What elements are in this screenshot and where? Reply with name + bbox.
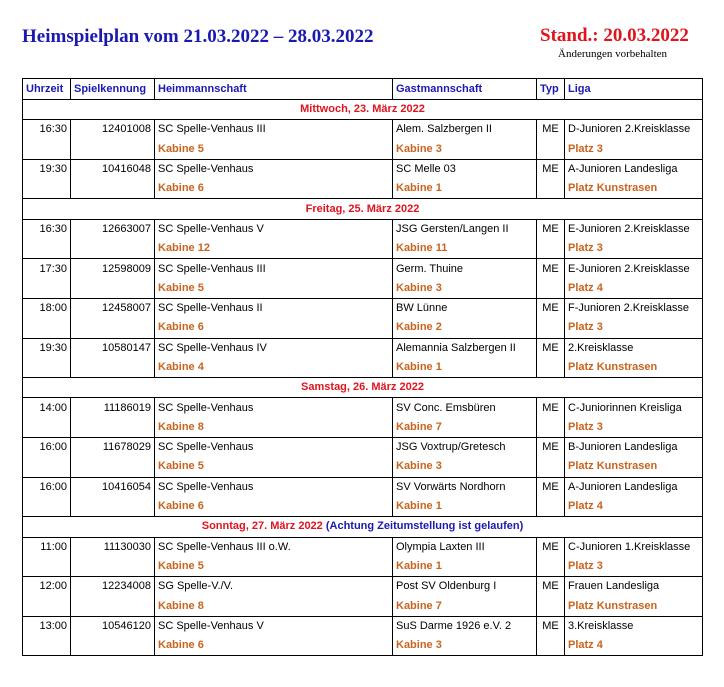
pitch: Platz 3: [565, 140, 703, 160]
empty-cell: [23, 279, 71, 299]
guest-cabin: Kabine 7: [393, 418, 537, 438]
empty-cell: [537, 279, 565, 299]
game-id: 11186019: [71, 398, 155, 418]
game-time: 16:00: [23, 438, 71, 458]
guest-team: BW Lünne: [393, 298, 537, 318]
game-info-row: [23, 418, 703, 438]
game-info-row: [23, 457, 703, 477]
game-time: 11:00: [23, 537, 71, 557]
game-row: [23, 616, 703, 636]
home-cabin: Kabine 5: [155, 140, 393, 160]
game-row: [23, 438, 703, 458]
day-header-row: [23, 100, 703, 120]
guest-cabin: Kabine 3: [393, 636, 537, 656]
pitch: Platz Kunstrasen: [565, 358, 703, 378]
pitch: Platz 3: [565, 318, 703, 338]
stand-date: Stand.: 20.03.2022: [540, 25, 689, 46]
home-cabin: Kabine 8: [155, 596, 393, 616]
empty-cell: [71, 418, 155, 438]
game-id: 11130030: [71, 537, 155, 557]
game-type: ME: [537, 398, 565, 418]
home-team: SC Spelle-Venhaus V: [155, 616, 393, 636]
game-info-row: [23, 140, 703, 160]
guest-cabin: Kabine 2: [393, 318, 537, 338]
column-header-league: Liga: [565, 79, 703, 100]
guest-cabin: Kabine 1: [393, 358, 537, 378]
day-header-row: [23, 378, 703, 398]
day-header-cell: [23, 378, 703, 398]
column-header-time: Uhrzeit: [23, 79, 71, 100]
game-type: ME: [537, 159, 565, 179]
empty-cell: [71, 179, 155, 199]
home-team: SC Spelle-Venhaus III o.W.: [155, 537, 393, 557]
game-league: Frauen Landesliga: [565, 577, 703, 597]
game-id: 12458007: [71, 298, 155, 318]
guest-team: SC Melle 03: [393, 159, 537, 179]
home-cabin: Kabine 5: [155, 457, 393, 477]
home-team: SC Spelle-Venhaus III: [155, 259, 393, 279]
game-type: ME: [537, 120, 565, 140]
schedule-table: [22, 78, 703, 656]
game-id: 10416054: [71, 477, 155, 497]
empty-cell: [71, 318, 155, 338]
empty-cell: [71, 596, 155, 616]
game-league: A-Junioren Landesliga: [565, 477, 703, 497]
page-title: Heimspielplan vom 21.03.2022 – 28.03.2022: [22, 26, 374, 47]
home-cabin: Kabine 8: [155, 418, 393, 438]
game-league: 2.Kreisklasse: [565, 338, 703, 358]
empty-cell: [537, 358, 565, 378]
column-header-guest: Gastmannschaft: [393, 79, 537, 100]
day-label: Freitag, 25. März 2022: [305, 202, 420, 215]
guest-team: SuS Darme 1926 e.V. 2: [393, 616, 537, 636]
home-team: SC Spelle-Venhaus II: [155, 298, 393, 318]
guest-team: Olympia Laxten III: [393, 537, 537, 557]
game-type: ME: [537, 219, 565, 239]
empty-cell: [23, 457, 71, 477]
day-label: Samstag, 26. März 2022: [301, 381, 424, 394]
pitch: Platz 3: [565, 557, 703, 577]
empty-cell: [537, 418, 565, 438]
game-row: [23, 298, 703, 318]
day-hint: (Achtung Zeitumstellung ist gelaufen): [325, 520, 524, 533]
guest-team: Alem. Salzbergen II: [393, 120, 537, 140]
home-cabin: Kabine 6: [155, 636, 393, 656]
day-label: Sonntag, 27. März 2022: [201, 520, 323, 533]
home-cabin: Kabine 6: [155, 318, 393, 338]
empty-cell: [23, 140, 71, 160]
guest-team: SV Conc. Emsbüren: [393, 398, 537, 418]
game-league: E-Junioren 2.Kreisklasse: [565, 259, 703, 279]
home-cabin: Kabine 12: [155, 239, 393, 259]
empty-cell: [71, 358, 155, 378]
guest-team: Alemannia Salzbergen II: [393, 338, 537, 358]
home-cabin: Kabine 5: [155, 557, 393, 577]
empty-cell: [23, 318, 71, 338]
game-info-row: [23, 497, 703, 517]
game-info-row: [23, 358, 703, 378]
empty-cell: [23, 179, 71, 199]
game-id: 10416048: [71, 159, 155, 179]
game-row: [23, 577, 703, 597]
game-time: 13:00: [23, 616, 71, 636]
empty-cell: [537, 457, 565, 477]
empty-cell: [23, 239, 71, 259]
home-cabin: Kabine 6: [155, 497, 393, 517]
empty-cell: [537, 140, 565, 160]
home-team: SC Spelle-Venhaus: [155, 477, 393, 497]
pitch: Platz 4: [565, 497, 703, 517]
game-time: 16:00: [23, 477, 71, 497]
game-id: 12598009: [71, 259, 155, 279]
game-time: 19:30: [23, 159, 71, 179]
guest-cabin: Kabine 3: [393, 457, 537, 477]
home-team: SC Spelle-Venhaus: [155, 438, 393, 458]
game-info-row: [23, 239, 703, 259]
game-time: 12:00: [23, 577, 71, 597]
guest-cabin: Kabine 3: [393, 140, 537, 160]
home-team: SC Spelle-Venhaus: [155, 398, 393, 418]
column-header-type: Typ: [537, 79, 565, 100]
empty-cell: [23, 636, 71, 656]
empty-cell: [71, 557, 155, 577]
guest-cabin: Kabine 11: [393, 239, 537, 259]
game-type: ME: [537, 537, 565, 557]
game-row: [23, 477, 703, 497]
pitch: Platz Kunstrasen: [565, 596, 703, 616]
game-type: ME: [537, 477, 565, 497]
empty-cell: [71, 497, 155, 517]
empty-cell: [23, 358, 71, 378]
home-cabin: Kabine 6: [155, 179, 393, 199]
guest-team: SV Vorwärts Nordhorn: [393, 477, 537, 497]
empty-cell: [537, 636, 565, 656]
game-type: ME: [537, 298, 565, 318]
game-info-row: [23, 557, 703, 577]
game-id: 10546120: [71, 616, 155, 636]
day-header-row: [23, 199, 703, 219]
game-id: 10580147: [71, 338, 155, 358]
game-type: ME: [537, 259, 565, 279]
game-info-row: [23, 179, 703, 199]
empty-cell: [537, 239, 565, 259]
home-team: SG Spelle-V./V.: [155, 577, 393, 597]
table-header-row: [23, 79, 703, 100]
game-info-row: [23, 596, 703, 616]
game-league: C-Juniorinnen Kreisliga: [565, 398, 703, 418]
empty-cell: [23, 596, 71, 616]
pitch: Platz 4: [565, 279, 703, 299]
home-team: SC Spelle-Venhaus III: [155, 120, 393, 140]
game-time: 16:30: [23, 219, 71, 239]
game-row: [23, 219, 703, 239]
pitch: Platz 3: [565, 418, 703, 438]
game-league: A-Junioren Landesliga: [565, 159, 703, 179]
empty-cell: [71, 636, 155, 656]
pitch: Platz Kunstrasen: [565, 457, 703, 477]
home-team: SC Spelle-Venhaus: [155, 159, 393, 179]
game-row: [23, 159, 703, 179]
game-type: ME: [537, 338, 565, 358]
changes-note: Änderungen vorbehalten: [558, 48, 668, 60]
game-row: [23, 120, 703, 140]
game-league: E-Junioren 2.Kreisklasse: [565, 219, 703, 239]
empty-cell: [537, 179, 565, 199]
game-type: ME: [537, 577, 565, 597]
game-time: 16:30: [23, 120, 71, 140]
empty-cell: [71, 239, 155, 259]
game-league: F-Junioren 2.Kreisklasse: [565, 298, 703, 318]
game-league: 3.Kreisklasse: [565, 616, 703, 636]
guest-cabin: Kabine 1: [393, 497, 537, 517]
empty-cell: [537, 318, 565, 338]
game-id: 12401008: [71, 120, 155, 140]
game-league: D-Junioren 2.Kreisklasse: [565, 120, 703, 140]
day-label: Mittwoch, 23. März 2022: [300, 103, 425, 116]
home-team: SC Spelle-Venhaus V: [155, 219, 393, 239]
game-type: ME: [537, 616, 565, 636]
game-info-row: [23, 318, 703, 338]
game-row: [23, 398, 703, 418]
guest-team: JSG Voxtrup/Gretesch: [393, 438, 537, 458]
game-time: 18:00: [23, 298, 71, 318]
guest-cabin: Kabine 1: [393, 179, 537, 199]
empty-cell: [23, 557, 71, 577]
pitch: Platz 3: [565, 239, 703, 259]
day-header-cell: [23, 517, 703, 537]
home-cabin: Kabine 4: [155, 358, 393, 378]
day-header-cell: [23, 199, 703, 219]
empty-cell: [537, 497, 565, 517]
empty-cell: [23, 497, 71, 517]
home-team: SC Spelle-Venhaus IV: [155, 338, 393, 358]
day-header-row: [23, 517, 703, 537]
game-row: [23, 537, 703, 557]
game-league: B-Junioren Landesliga: [565, 438, 703, 458]
game-id: 11678029: [71, 438, 155, 458]
game-row: [23, 259, 703, 279]
empty-cell: [71, 140, 155, 160]
empty-cell: [537, 557, 565, 577]
game-info-row: [23, 279, 703, 299]
home-cabin: Kabine 5: [155, 279, 393, 299]
guest-cabin: Kabine 1: [393, 557, 537, 577]
game-type: ME: [537, 438, 565, 458]
game-id: 12663007: [71, 219, 155, 239]
guest-team: Post SV Oldenburg I: [393, 577, 537, 597]
pitch: Platz Kunstrasen: [565, 179, 703, 199]
game-time: 17:30: [23, 259, 71, 279]
game-row: [23, 338, 703, 358]
empty-cell: [71, 279, 155, 299]
game-id: 12234008: [71, 577, 155, 597]
guest-team: Germ. Thuine: [393, 259, 537, 279]
game-league: C-Junioren 1.Kreisklasse: [565, 537, 703, 557]
column-header-id: Spielkennung: [71, 79, 155, 100]
guest-team: JSG Gersten/Langen II: [393, 219, 537, 239]
guest-cabin: Kabine 3: [393, 279, 537, 299]
schedule-body: [23, 100, 703, 656]
guest-cabin: Kabine 7: [393, 596, 537, 616]
empty-cell: [537, 596, 565, 616]
game-info-row: [23, 636, 703, 656]
empty-cell: [23, 418, 71, 438]
empty-cell: [71, 457, 155, 477]
day-header-cell: [23, 100, 703, 120]
game-time: 14:00: [23, 398, 71, 418]
game-time: 19:30: [23, 338, 71, 358]
column-header-home: Heimmannschaft: [155, 79, 393, 100]
pitch: Platz 4: [565, 636, 703, 656]
